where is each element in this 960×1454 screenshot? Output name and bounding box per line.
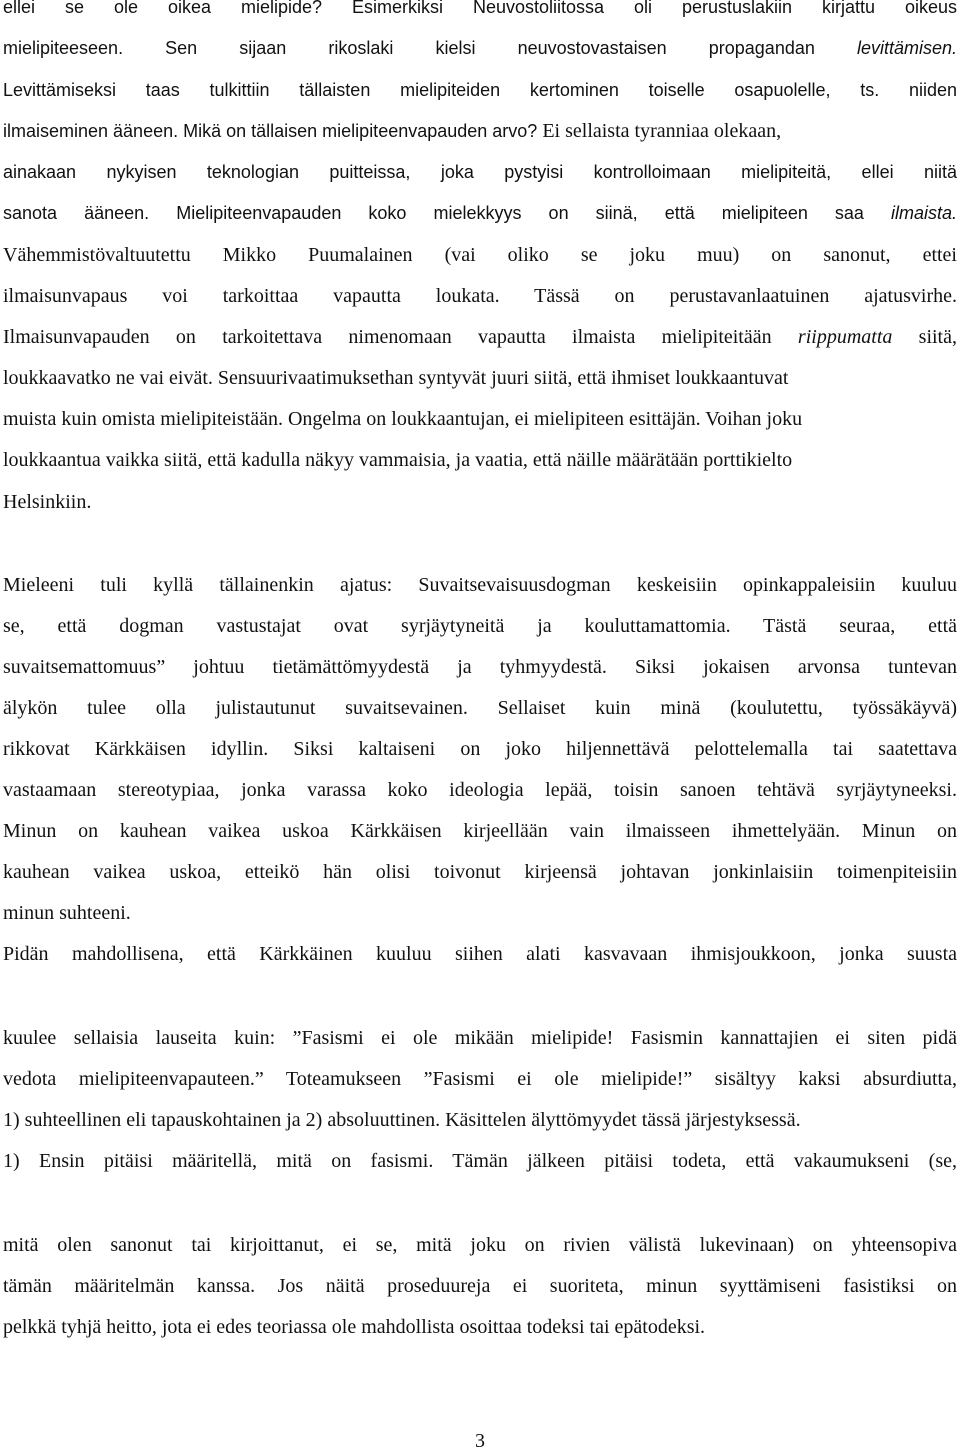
italic-text: ilmaista. bbox=[890, 203, 957, 223]
text-line bbox=[3, 365, 957, 391]
text-line bbox=[3, 447, 957, 473]
text-segment: Mieleeni tuli kyllä tällainenkin ajatus: Suvaitsevaisuusdogman keskeisiin opinkappaleisiin kuuluu bbox=[3, 574, 957, 596]
text-line bbox=[3, 900, 957, 926]
text-segment: muista kuin omista mielipiteistään. Ongelma on loukkaantujan, ei mielipiteen esittäjän. Voihan joku bbox=[3, 408, 803, 430]
text-segment: suvaitsemattomuus” johtuu tietämättömyydestä ja tyhmyydestä. Siksi jokaisen arvonsa tuntevan bbox=[3, 656, 957, 678]
text-segment: ilmaiseminen ääneen. Mikä on tällaisen mielipiteenvapauden arvo? bbox=[3, 121, 543, 141]
text-line bbox=[3, 654, 957, 680]
text-line bbox=[3, 200, 957, 226]
text-segment: se, että dogman vastustajat ovat syrjäytyneitä ja kouluttamattomia. Tästä seuraa, että bbox=[3, 615, 957, 637]
text-line bbox=[3, 1107, 957, 1133]
text-segment: vedota mielipiteenvapauteen.” Toteamukseen ”Fasismi ei ole mielipide!” sisältyy kaksi absurdiutta, bbox=[3, 1068, 957, 1090]
text-segment: 1) suhteellinen eli tapauskohtainen ja 2) absoluuttinen. Käsittelen älyttömyydet tässä järjestyksessä. bbox=[3, 1109, 801, 1131]
text-line bbox=[3, 77, 957, 103]
text-segment: Ilmaisunvapauden on tarkoitettava nimenomaan vapautta ilmaista mielipiteitään bbox=[3, 326, 798, 348]
text-segment: vastaamaan stereotypiaa, jonka varassa koko ideologia lepää, toisin sanoen tehtävä syrjäytyneeksi. bbox=[3, 779, 957, 801]
text-segment: älykön tulee olla julistautunut suvaitsevainen. Sellaiset kuin minä (koulutettu, työssäkäyvä) bbox=[3, 697, 957, 719]
text-line bbox=[3, 1232, 957, 1258]
text-segment: kuulee sellaisia lauseita kuin: ”Fasismi ei ole mikään mielipide! Fasismin kannattajien ei siten pidä bbox=[3, 1027, 957, 1049]
text-line bbox=[3, 35, 957, 61]
text-segment: loukkaavatko ne vai eivät. Sensuurivaatimuksethan syntyvät juuri siitä, että ihmiset loukkaantuvat bbox=[3, 367, 789, 389]
text-segment: mitä olen sanonut tai kirjoittanut, ei se, mitä joku on rivien välistä lukevinaan) on yhteensopiva bbox=[3, 1234, 957, 1256]
page-number: 3 bbox=[475, 1430, 485, 1452]
text-segment: kauhean vaikea uskoa, etteikö hän olisi toivonut kirjeensä johtavan jonkinlaisiin toimenpiteisiin bbox=[3, 861, 957, 883]
text-line bbox=[3, 118, 957, 144]
text-segment: mielipiteeseen. Sen sijaan rikoslaki kielsi neuvostovastaisen propagandan bbox=[3, 38, 857, 58]
text-segment: siitä, bbox=[892, 326, 957, 348]
text-line bbox=[3, 777, 957, 803]
text-segment: ainakaan nykyisen teknologian puitteissa, joka pystyisi kontrolloimaan mielipiteitä, ellei niitä bbox=[3, 162, 957, 182]
text-segment: Minun on kauhean vaikea uskoa Kärkkäisen kirjeellään vain ilmaisseen ihmettelyään. Minun on bbox=[3, 820, 957, 842]
text-segment: ilmaisunvapaus voi tarkoittaa vapautta loukata. Tässä on perustavanlaatuinen ajatusvirhe. bbox=[3, 285, 957, 307]
text-line bbox=[3, 941, 957, 967]
text-line bbox=[3, 613, 957, 639]
text-segment: minun suhteeni. bbox=[3, 902, 131, 924]
text-line bbox=[3, 1148, 957, 1174]
text-segment: ellei se ole oikea mielipide? Esimerkiksi Neuvostoliitossa oli perustuslakiin kirjattu oikeus bbox=[3, 0, 957, 17]
text-segment: Pidän mahdollisena, että Kärkkäinen kuuluu siihen alati kasvavaan ihmisjoukkoon, jonka suusta bbox=[3, 943, 957, 965]
text-line bbox=[3, 1273, 957, 1299]
italic-text: riippumatta bbox=[797, 326, 893, 348]
text-line bbox=[3, 736, 957, 762]
text-line bbox=[3, 1314, 957, 1340]
text-segment: Ei sellaista tyranniaa olekaan, bbox=[542, 120, 782, 142]
text-line bbox=[3, 283, 957, 309]
text-line bbox=[3, 0, 957, 20]
text-segment: Levittämiseksi taas tulkittiin tällaisten mielipiteiden kertominen toiselle osapuolelle, ts. niiden bbox=[3, 80, 957, 100]
text-line bbox=[3, 242, 957, 268]
text-line bbox=[3, 572, 957, 598]
text-line bbox=[3, 489, 957, 515]
text-segment: Vähemmistövaltuutettu Mikko Puumalainen (vai oliko se joku muu) on sanonut, ettei bbox=[3, 244, 957, 266]
text-segment: rikkovat Kärkkäisen idyllin. Siksi kaltaiseni on joko hiljennettävä pelottelemalla tai saatettava bbox=[3, 738, 957, 760]
text-line bbox=[3, 324, 957, 350]
text-segment: tämän määritelmän kanssa. Jos näitä proseduureja ei suoriteta, minun syyttämiseni fasistiksi on bbox=[3, 1275, 957, 1297]
text-segment: sanota ääneen. Mielipiteenvapauden koko mielekkyys on siinä, että mielipiteen saa bbox=[3, 203, 891, 223]
text-line bbox=[3, 159, 957, 185]
text-segment: 1) Ensin pitäisi määritellä, mitä on fasismi. Tämän jälkeen pitäisi todeta, että vakaumukseni (se, bbox=[3, 1150, 957, 1172]
text-line bbox=[3, 818, 957, 844]
text-line bbox=[3, 1066, 957, 1092]
text-line bbox=[3, 695, 957, 721]
italic-text: levittämisen. bbox=[856, 38, 957, 58]
text-line bbox=[3, 406, 957, 432]
text-segment: loukkaantua vaikka siitä, että kadulla näkyy vammaisia, ja vaatia, että näille määrätään porttikielto bbox=[3, 449, 793, 471]
text-segment: pelkkä tyhjä heitto, jota ei edes teoriassa ole mahdollista osoittaa todeksi tai epätodeksi. bbox=[3, 1316, 706, 1338]
text-segment: Helsinkiin. bbox=[3, 491, 92, 513]
text-line bbox=[3, 859, 957, 885]
text-line bbox=[3, 1025, 957, 1051]
